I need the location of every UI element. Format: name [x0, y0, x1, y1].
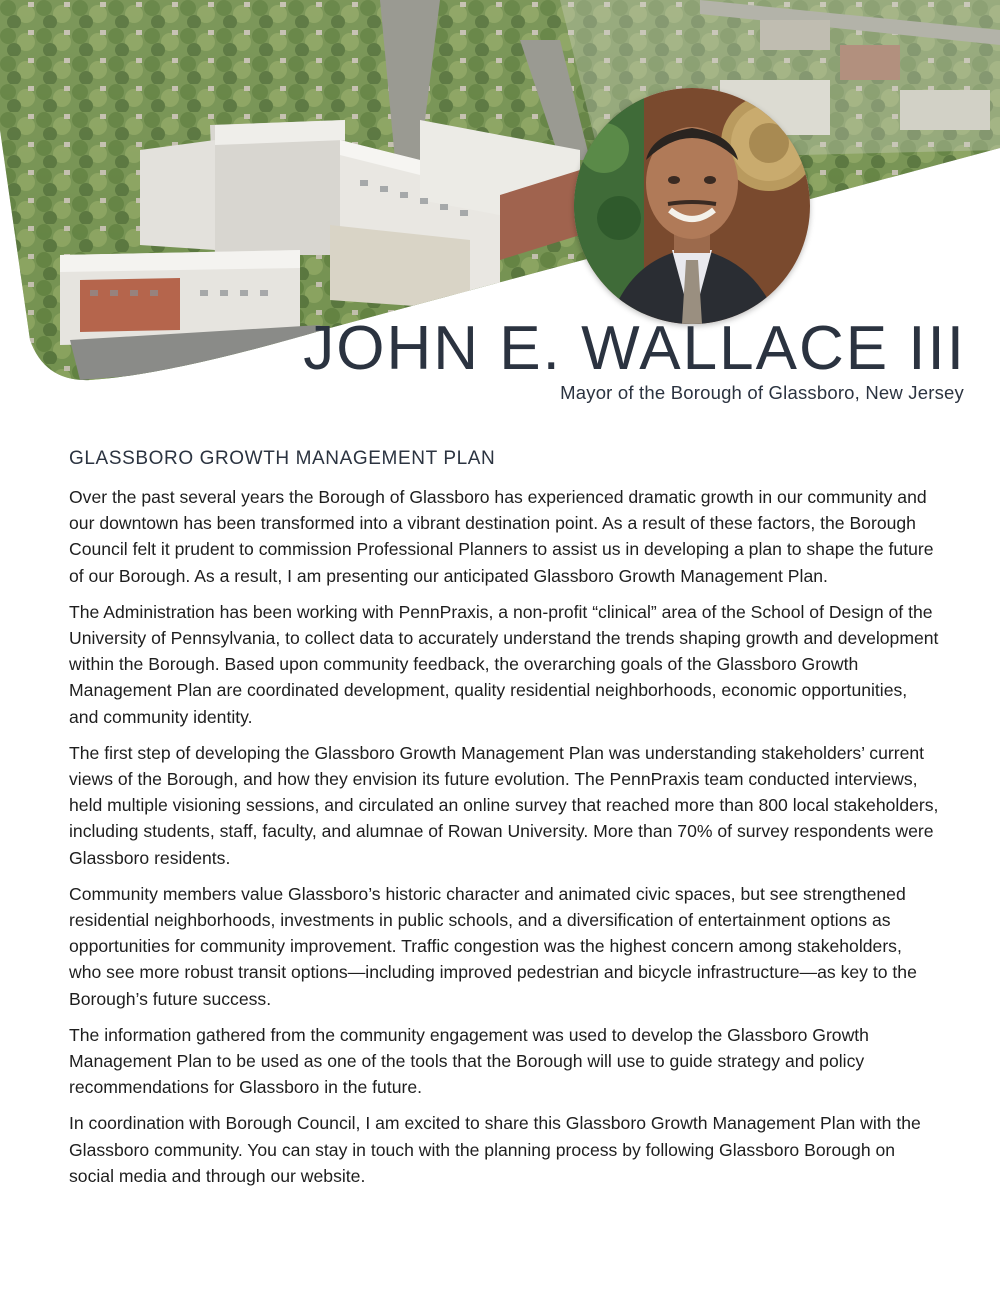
letter-body — [69, 448, 939, 1199]
paragraph-2: The Administration has been working with PennPraxis, a non-profit “clinical” area of the School of Design of the University of Pennsylvania, to collect data to accurately understand the trends shaping growth and development within the Borough. Based upon community feedback, the overarching goals of the Glassboro Growth Management Plan are coordinated development, quality residential neighborhoods, economic opportunities, and community identity. — [69, 601, 939, 727]
mayor-title: Mayor of the Borough of Glassboro, New Jersey — [560, 382, 964, 403]
mayor-name: JOHN E. WALLACE III — [303, 314, 966, 383]
mayor-portrait — [574, 88, 810, 324]
paragraph-5: The information gathered from the community engagement was used to develop the Glassboro Growth Management Plan to be used as one of the tools that the Borough will use to guide strategy and policy recommendations for Glassboro in the future. — [69, 1024, 869, 1098]
paragraph-1: Over the past several years the Borough of Glassboro has experienced dramatic growth in our community and our downtown has been transformed into a vibrant destination point. As a result of these factors, the Borough Council felt it prudent to commission Professional Planners to assist us in developing a plan to shape the future of our Borough. As a result, I am presenting our anticipated Glassboro Growth Management Plan. — [69, 487, 934, 586]
paragraph-4: Community members value Glassboro’s historic character and animated civic spaces, but see strengthened residential neighborhoods, investments in public schools, and a diversification of entertainment options as opportunities for community improvement. Traffic congestion was the highest concern among stakeholders, who see more robust transit options—including improved pedestrian and bicycle infrastructure—as key to the Borough’s future success. — [69, 883, 917, 1009]
portrait-image — [574, 88, 810, 324]
section-heading: GLASSBORO GROWTH MANAGEMENT PLAN — [69, 448, 496, 469]
paragraph-6: In coordination with Borough Council, I am excited to share this Glassboro Growth Management Plan with the Glassboro community. You can stay in touch with the planning process by following Glassboro Borough on social media and through our website. — [69, 1113, 921, 1186]
paragraph-3: The first step of developing the Glassboro Growth Management Plan was understanding stakeholders’ current views of the Borough, and how they envision its future evolution. The PennPraxis team conducted interviews, held multiple visioning sessions, and circulated an online survey that reached more than 800 local stakeholders, including students, staff, faculty, and alumnae of Rowan University. More than 70% of survey respondents were Glassboro residents. — [69, 742, 939, 868]
